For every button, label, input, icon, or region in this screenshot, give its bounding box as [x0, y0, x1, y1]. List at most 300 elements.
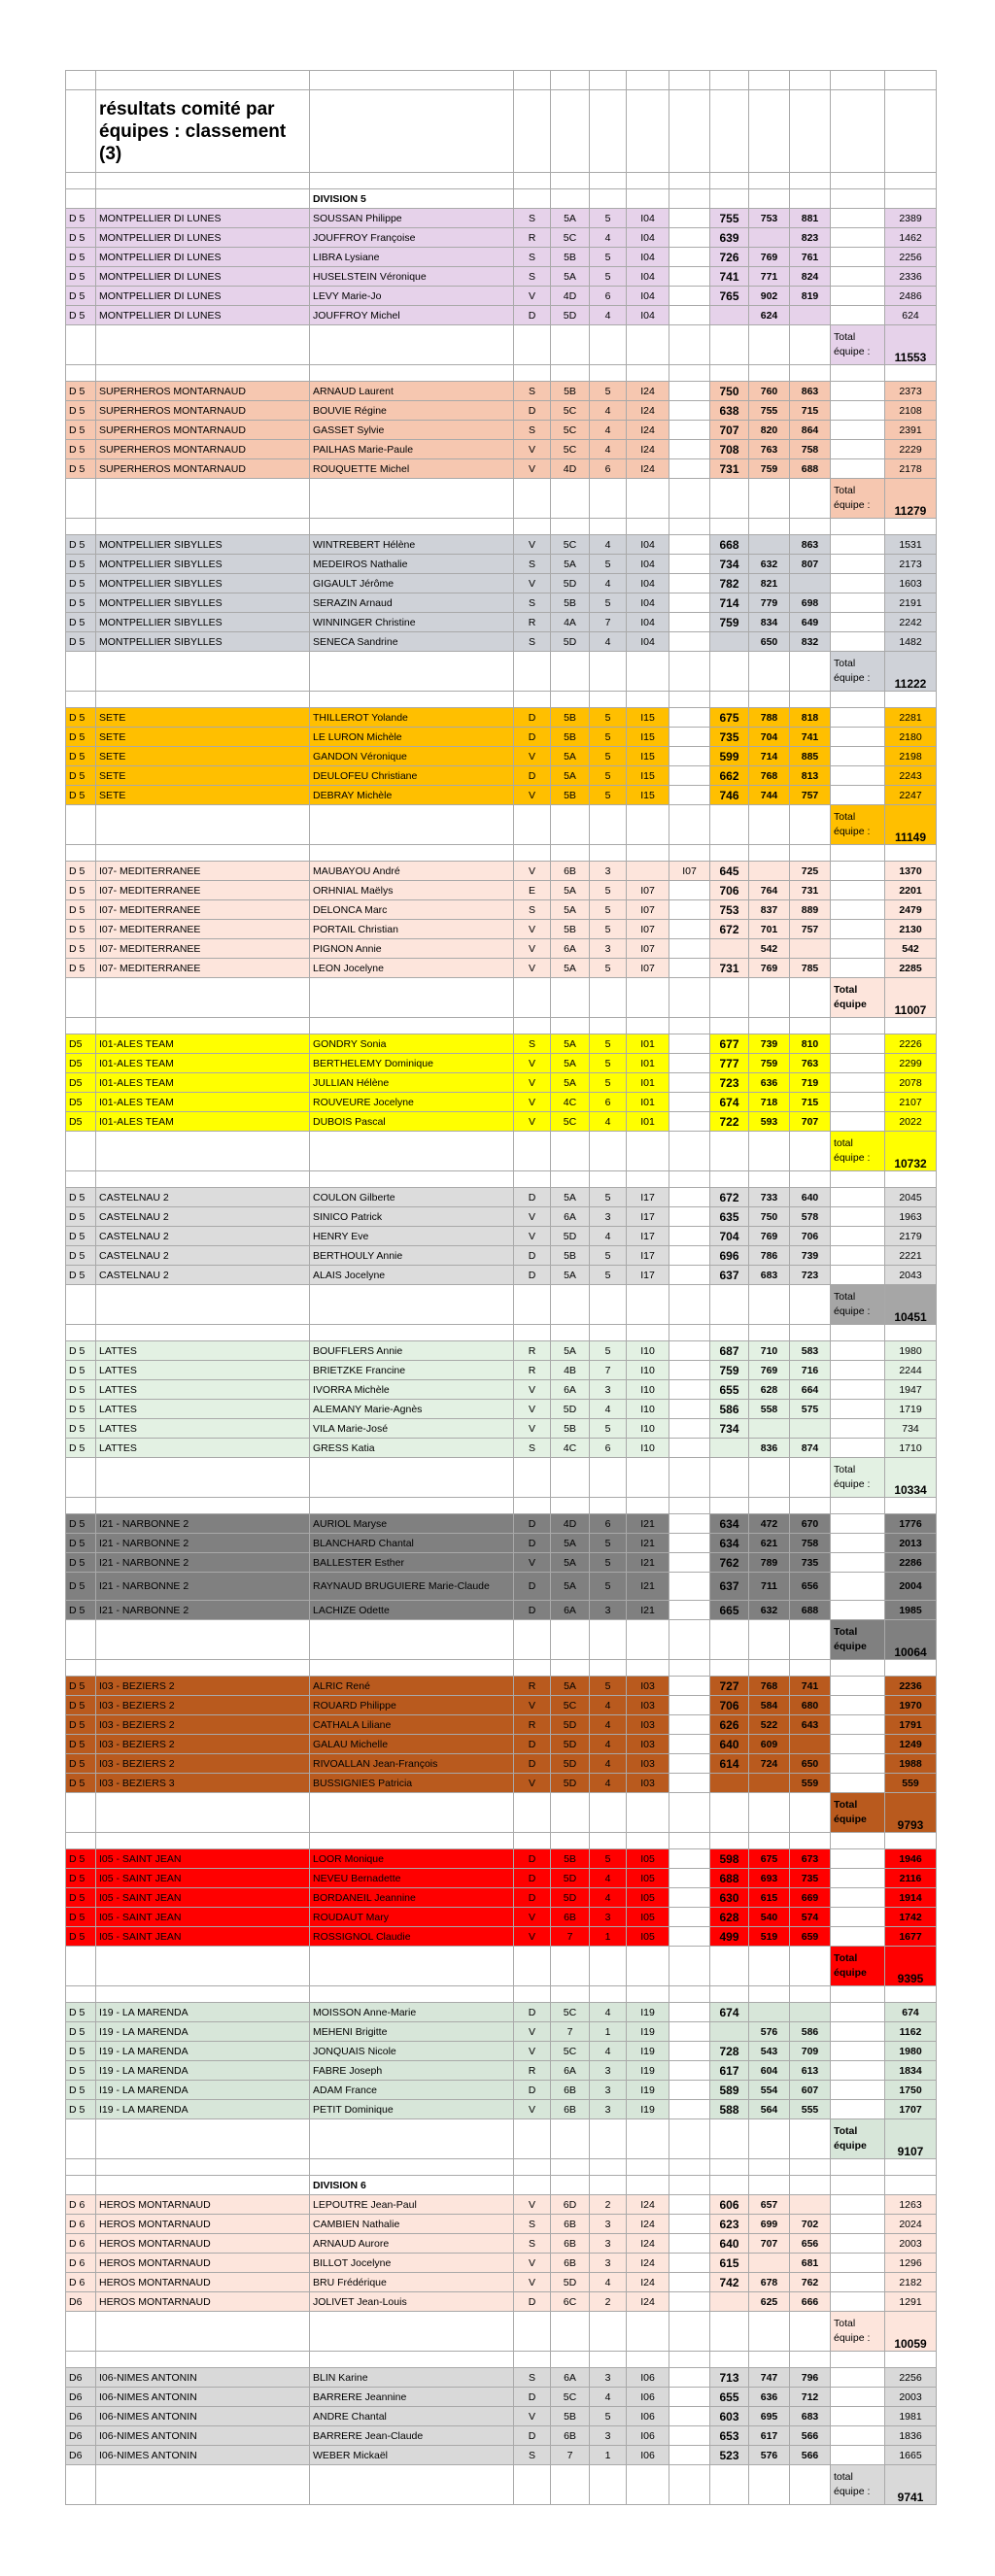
- club-code: I19: [627, 2003, 669, 2022]
- cell: [96, 2312, 310, 2352]
- team-name: I03 - BEZIERS 2: [96, 1754, 310, 1774]
- cell: [96, 1132, 310, 1171]
- extra-club: [669, 1246, 710, 1266]
- category: V: [514, 1927, 551, 1947]
- category: V: [514, 1227, 551, 1246]
- player-name: JOUFFROY Françoise: [310, 228, 514, 248]
- ranking-class: 5B: [551, 786, 590, 805]
- player-name: PIGNON Annie: [310, 939, 514, 959]
- points: 5: [590, 248, 627, 267]
- cell: [590, 479, 627, 519]
- blank: [831, 747, 885, 766]
- division-code: D 5: [66, 747, 96, 766]
- player-name: ALEMANY Marie-Agnès: [310, 1400, 514, 1419]
- team-total-row: [66, 2312, 937, 2352]
- blank: [831, 2022, 885, 2042]
- score-game-1: 672: [710, 920, 749, 939]
- division-code: D 6: [66, 2195, 96, 2215]
- score-game-3: [790, 2003, 831, 2022]
- score-game-3: 650: [790, 1754, 831, 1774]
- category: D: [514, 1514, 551, 1534]
- spacer-row: [66, 1325, 937, 1341]
- cell: [669, 2176, 710, 2195]
- cell: [551, 1947, 590, 1986]
- player-name: ANDRE Chantal: [310, 2407, 514, 2426]
- cell: [551, 805, 590, 845]
- score-game-2: 540: [749, 1908, 790, 1927]
- team-name: I19 - LA MARENDA: [96, 2003, 310, 2022]
- division-code: D6: [66, 2292, 96, 2312]
- extra-club: [669, 2100, 710, 2119]
- points: 5: [590, 267, 627, 287]
- category: V: [514, 786, 551, 805]
- category: V: [514, 747, 551, 766]
- cell: [96, 2176, 310, 2195]
- player-name: LEVY Marie-Jo: [310, 287, 514, 306]
- club-code: I04: [627, 209, 669, 228]
- team-total-label: Total équipe :: [831, 479, 885, 519]
- score-game-1: 674: [710, 2003, 749, 2022]
- category: V: [514, 1696, 551, 1715]
- player-row: [66, 574, 937, 593]
- division-code: D 5: [66, 1207, 96, 1227]
- division-code: D 5: [66, 1696, 96, 1715]
- score-game-2: 707: [749, 2234, 790, 2254]
- division-code: D 5: [66, 959, 96, 978]
- cell: [790, 479, 831, 519]
- cell: [710, 1947, 749, 1986]
- club-code: I15: [627, 786, 669, 805]
- player-total: 2281: [885, 708, 937, 728]
- player-row: [66, 1715, 937, 1735]
- player-name: DEULOFEU Christiane: [310, 766, 514, 786]
- score-game-2: 636: [749, 1073, 790, 1093]
- player-row: [66, 209, 937, 228]
- cell: [590, 805, 627, 845]
- cell: [790, 1793, 831, 1833]
- category: V: [514, 2042, 551, 2061]
- results-body: [66, 71, 937, 2505]
- club-code: I19: [627, 2042, 669, 2061]
- score-game-3: 864: [790, 421, 831, 440]
- cell: [790, 90, 831, 173]
- score-game-3: 640: [790, 1188, 831, 1207]
- points: 4: [590, 1735, 627, 1754]
- cell: [710, 1620, 749, 1660]
- score-game-1: 722: [710, 1112, 749, 1132]
- extra-club: [669, 1601, 710, 1620]
- blank: [831, 1034, 885, 1054]
- ranking-class: 6C: [551, 2292, 590, 2312]
- player-row: [66, 1034, 937, 1054]
- score-game-1: 630: [710, 1888, 749, 1908]
- category: D: [514, 2003, 551, 2022]
- cell: [590, 189, 627, 209]
- player-row: [66, 1227, 937, 1246]
- division-code: D 5: [66, 2022, 96, 2042]
- extra-club: [669, 555, 710, 574]
- team-total-value: 10334: [885, 1458, 937, 1498]
- extra-club: [669, 1361, 710, 1380]
- category: D: [514, 1601, 551, 1620]
- blank: [831, 613, 885, 632]
- player-row: [66, 2446, 937, 2465]
- club-code: I04: [627, 593, 669, 613]
- score-game-2: 678: [749, 2273, 790, 2292]
- extra-club: [669, 2273, 710, 2292]
- points: 3: [590, 939, 627, 959]
- extra-club: [669, 401, 710, 421]
- division-code: D 5: [66, 421, 96, 440]
- score-game-2: [749, 2003, 790, 2022]
- team-name: MONTPELLIER DI LUNES: [96, 209, 310, 228]
- club-code: I04: [627, 248, 669, 267]
- blank: [831, 267, 885, 287]
- player-total: 2116: [885, 1869, 937, 1888]
- extra-club: [669, 1908, 710, 1927]
- cell: [669, 1458, 710, 1498]
- player-total: 2078: [885, 1073, 937, 1093]
- division-code: D 5: [66, 459, 96, 479]
- blank: [831, 2388, 885, 2407]
- team-total-value: 10059: [885, 2312, 937, 2352]
- score-game-3: 796: [790, 2368, 831, 2388]
- ranking-class: 5A: [551, 1054, 590, 1073]
- cell: [749, 652, 790, 692]
- player-total: 2013: [885, 1534, 937, 1553]
- player-total: 2004: [885, 1573, 937, 1601]
- score-game-1: 640: [710, 2234, 749, 2254]
- score-game-2: 744: [749, 786, 790, 805]
- points: 4: [590, 1888, 627, 1908]
- cell: [669, 652, 710, 692]
- ranking-class: 5B: [551, 2407, 590, 2426]
- score-game-1: 645: [710, 862, 749, 881]
- player-name: LACHIZE Odette: [310, 1601, 514, 1620]
- club-code: I19: [627, 2022, 669, 2042]
- player-name: SENECA Sandrine: [310, 632, 514, 652]
- extra-club: [669, 440, 710, 459]
- points: 3: [590, 2234, 627, 2254]
- cell: [885, 189, 937, 209]
- score-game-2: 769: [749, 1361, 790, 1380]
- blank: [831, 2292, 885, 2312]
- blank: [831, 2061, 885, 2081]
- player-row: [66, 535, 937, 555]
- category: S: [514, 421, 551, 440]
- blank: [831, 1266, 885, 1285]
- player-total: 2107: [885, 1093, 937, 1112]
- cell: [590, 1793, 627, 1833]
- cell: [590, 1947, 627, 1986]
- player-row: [66, 862, 937, 881]
- score-game-2: 576: [749, 2446, 790, 2465]
- score-game-3: [790, 939, 831, 959]
- extra-club: [669, 209, 710, 228]
- club-code: I07: [627, 939, 669, 959]
- points: 3: [590, 2100, 627, 2119]
- ranking-class: 5A: [551, 1534, 590, 1553]
- extra-club: [669, 1927, 710, 1947]
- blank: [831, 1188, 885, 1207]
- score-game-1: 687: [710, 1341, 749, 1361]
- extra-club: [669, 2215, 710, 2234]
- cell: [749, 1132, 790, 1171]
- cell: [790, 805, 831, 845]
- score-game-1: 606: [710, 2195, 749, 2215]
- score-game-2: 522: [749, 1715, 790, 1735]
- ranking-class: 6A: [551, 1207, 590, 1227]
- club-code: I15: [627, 766, 669, 786]
- team-name: I01-ALES TEAM: [96, 1093, 310, 1112]
- player-name: BERTHOULY Annie: [310, 1246, 514, 1266]
- blank: [831, 1553, 885, 1573]
- category: D: [514, 2426, 551, 2446]
- cell: [669, 2119, 710, 2159]
- score-game-1: 615: [710, 2254, 749, 2273]
- player-total: 2336: [885, 267, 937, 287]
- score-game-1: [710, 306, 749, 325]
- score-game-1: 755: [710, 209, 749, 228]
- score-game-2: 554: [749, 2081, 790, 2100]
- score-game-2: [749, 1774, 790, 1793]
- player-name: BARRERE Jeannine: [310, 2388, 514, 2407]
- ranking-class: 6A: [551, 1380, 590, 1400]
- club-code: I04: [627, 287, 669, 306]
- team-name: HEROS MONTARNAUD: [96, 2254, 310, 2273]
- ranking-class: 5C: [551, 421, 590, 440]
- points: 4: [590, 1112, 627, 1132]
- score-game-2: 701: [749, 920, 790, 939]
- ranking-class: 5A: [551, 555, 590, 574]
- extra-club: [669, 1534, 710, 1553]
- cell: [96, 2119, 310, 2159]
- category: S: [514, 632, 551, 652]
- division-code: D 5: [66, 555, 96, 574]
- points: 4: [590, 2273, 627, 2292]
- player-name: DEBRAY Michèle: [310, 786, 514, 805]
- ranking-class: 6A: [551, 2368, 590, 2388]
- player-row: [66, 1439, 937, 1458]
- score-game-3: 824: [790, 267, 831, 287]
- player-total: 1710: [885, 1439, 937, 1458]
- score-game-2: 628: [749, 1380, 790, 1400]
- division-code: D 5: [66, 209, 96, 228]
- player-total: 674: [885, 2003, 937, 2022]
- score-game-3: 818: [790, 708, 831, 728]
- score-game-2: [749, 862, 790, 881]
- cell: [310, 2465, 514, 2505]
- extra-club: [669, 1754, 710, 1774]
- player-total: 2180: [885, 728, 937, 747]
- blank: [831, 459, 885, 479]
- score-game-2: 632: [749, 555, 790, 574]
- player-name: ALRIC René: [310, 1677, 514, 1696]
- score-game-2: 542: [749, 939, 790, 959]
- score-game-3: 574: [790, 1908, 831, 1927]
- extra-club: [669, 1849, 710, 1869]
- cell: [66, 652, 96, 692]
- score-game-2: 604: [749, 2061, 790, 2081]
- division-code: D 5: [66, 1888, 96, 1908]
- club-code: I06: [627, 2446, 669, 2465]
- team-name: LATTES: [96, 1439, 310, 1458]
- ranking-class: 5A: [551, 747, 590, 766]
- player-row: [66, 1207, 937, 1227]
- player-name: PAILHAS Marie-Paule: [310, 440, 514, 459]
- player-total: 1988: [885, 1754, 937, 1774]
- player-row: [66, 459, 937, 479]
- player-total: 624: [885, 306, 937, 325]
- player-row: [66, 1400, 937, 1419]
- category: V: [514, 1774, 551, 1793]
- score-game-1: 688: [710, 1869, 749, 1888]
- score-game-1: 628: [710, 1908, 749, 1927]
- category: V: [514, 1112, 551, 1132]
- blank: [831, 1073, 885, 1093]
- ranking-class: 5A: [551, 267, 590, 287]
- points: 1: [590, 1927, 627, 1947]
- cell: [790, 978, 831, 1018]
- division-code: D 5: [66, 1601, 96, 1620]
- blank: [831, 1696, 885, 1715]
- spacer-row: [66, 1498, 937, 1514]
- score-game-3: 874: [790, 1439, 831, 1458]
- team-name: SUPERHEROS MONTARNAUD: [96, 401, 310, 421]
- player-name: MAUBAYOU André: [310, 862, 514, 881]
- team-name: I07- MEDITERRANEE: [96, 959, 310, 978]
- extra-club: [669, 1774, 710, 1793]
- team-name: MONTPELLIER SIBYLLES: [96, 555, 310, 574]
- score-game-2: 625: [749, 2292, 790, 2312]
- category: V: [514, 1400, 551, 1419]
- score-game-2: 755: [749, 401, 790, 421]
- team-name: HEROS MONTARNAUD: [96, 2215, 310, 2234]
- points: 3: [590, 1601, 627, 1620]
- points: 3: [590, 1908, 627, 1927]
- player-name: CATHALA Liliane: [310, 1715, 514, 1735]
- score-game-3: 566: [790, 2426, 831, 2446]
- score-game-3: 889: [790, 900, 831, 920]
- team-name: I03 - BEZIERS 2: [96, 1696, 310, 1715]
- player-row: [66, 593, 937, 613]
- category: D: [514, 1534, 551, 1553]
- category: R: [514, 228, 551, 248]
- division-label: DIVISION 5: [310, 189, 514, 209]
- score-game-1: 734: [710, 555, 749, 574]
- player-total: 2226: [885, 1034, 937, 1054]
- extra-club: [669, 2081, 710, 2100]
- ranking-class: 5A: [551, 1073, 590, 1093]
- division-code: D 5: [66, 248, 96, 267]
- ranking-class: 5C: [551, 228, 590, 248]
- club-code: I17: [627, 1246, 669, 1266]
- score-game-1: 734: [710, 1419, 749, 1439]
- cell: [627, 805, 669, 845]
- club-code: I06: [627, 2388, 669, 2407]
- player-total: 2130: [885, 920, 937, 939]
- blank: [831, 248, 885, 267]
- score-game-3: 656: [790, 2234, 831, 2254]
- player-row: [66, 728, 937, 747]
- player-name: AURIOL Maryse: [310, 1514, 514, 1534]
- club-code: I24: [627, 2215, 669, 2234]
- page-title: résultats comité par équipes : classement (3): [96, 90, 310, 173]
- player-name: LOOR Monique: [310, 1849, 514, 1869]
- division-code: D 5: [66, 228, 96, 248]
- cell: [66, 2176, 96, 2195]
- team-name: LATTES: [96, 1400, 310, 1419]
- player-total: 2003: [885, 2388, 937, 2407]
- cell: [590, 652, 627, 692]
- blank: [831, 574, 885, 593]
- score-game-2: 836: [749, 1439, 790, 1458]
- category: S: [514, 2368, 551, 2388]
- division-code: D5: [66, 1073, 96, 1093]
- ranking-class: 4D: [551, 287, 590, 306]
- blank: [831, 728, 885, 747]
- score-game-2: 760: [749, 382, 790, 401]
- score-game-1: 603: [710, 2407, 749, 2426]
- score-game-2: 759: [749, 1054, 790, 1073]
- extra-club: [669, 1112, 710, 1132]
- cell: [310, 1458, 514, 1498]
- score-game-2: [749, 535, 790, 555]
- player-name: WINTREBERT Hélène: [310, 535, 514, 555]
- player-row: [66, 1927, 937, 1947]
- team-name: SETE: [96, 728, 310, 747]
- division-code: D 5: [66, 306, 96, 325]
- team-name: I06-NIMES ANTONIN: [96, 2446, 310, 2465]
- ranking-class: 5B: [551, 593, 590, 613]
- category: V: [514, 920, 551, 939]
- category: S: [514, 2215, 551, 2234]
- category: V: [514, 1553, 551, 1573]
- cell: [514, 978, 551, 1018]
- cell: [710, 1132, 749, 1171]
- cell: [514, 1285, 551, 1325]
- score-game-2: 519: [749, 1927, 790, 1947]
- team-total-value: 9107: [885, 2119, 937, 2159]
- score-game-1: 674: [710, 1093, 749, 1112]
- team-name: I21 - NARBONNE 2: [96, 1534, 310, 1553]
- team-name: I05 - SAINT JEAN: [96, 1927, 310, 1947]
- player-row: [66, 2254, 937, 2273]
- cell: [310, 1285, 514, 1325]
- score-game-2: 615: [749, 1888, 790, 1908]
- ranking-class: 5D: [551, 1400, 590, 1419]
- blank: [831, 2215, 885, 2234]
- cell: [310, 325, 514, 365]
- score-game-3: 735: [790, 1553, 831, 1573]
- player-total: 2108: [885, 401, 937, 421]
- extra-club: [669, 2292, 710, 2312]
- cell: [551, 978, 590, 1018]
- cell: [627, 1947, 669, 1986]
- cell: [590, 2119, 627, 2159]
- ranking-class: 6B: [551, 2100, 590, 2119]
- player-name: BILLOT Jocelyne: [310, 2254, 514, 2273]
- cell: [514, 805, 551, 845]
- player-total: 1914: [885, 1888, 937, 1908]
- player-total: 2256: [885, 2368, 937, 2388]
- cell: [514, 325, 551, 365]
- player-total: 2236: [885, 1677, 937, 1696]
- division-code: D 5: [66, 1927, 96, 1947]
- cell: [749, 1947, 790, 1986]
- extra-club: [669, 1266, 710, 1285]
- player-row: [66, 939, 937, 959]
